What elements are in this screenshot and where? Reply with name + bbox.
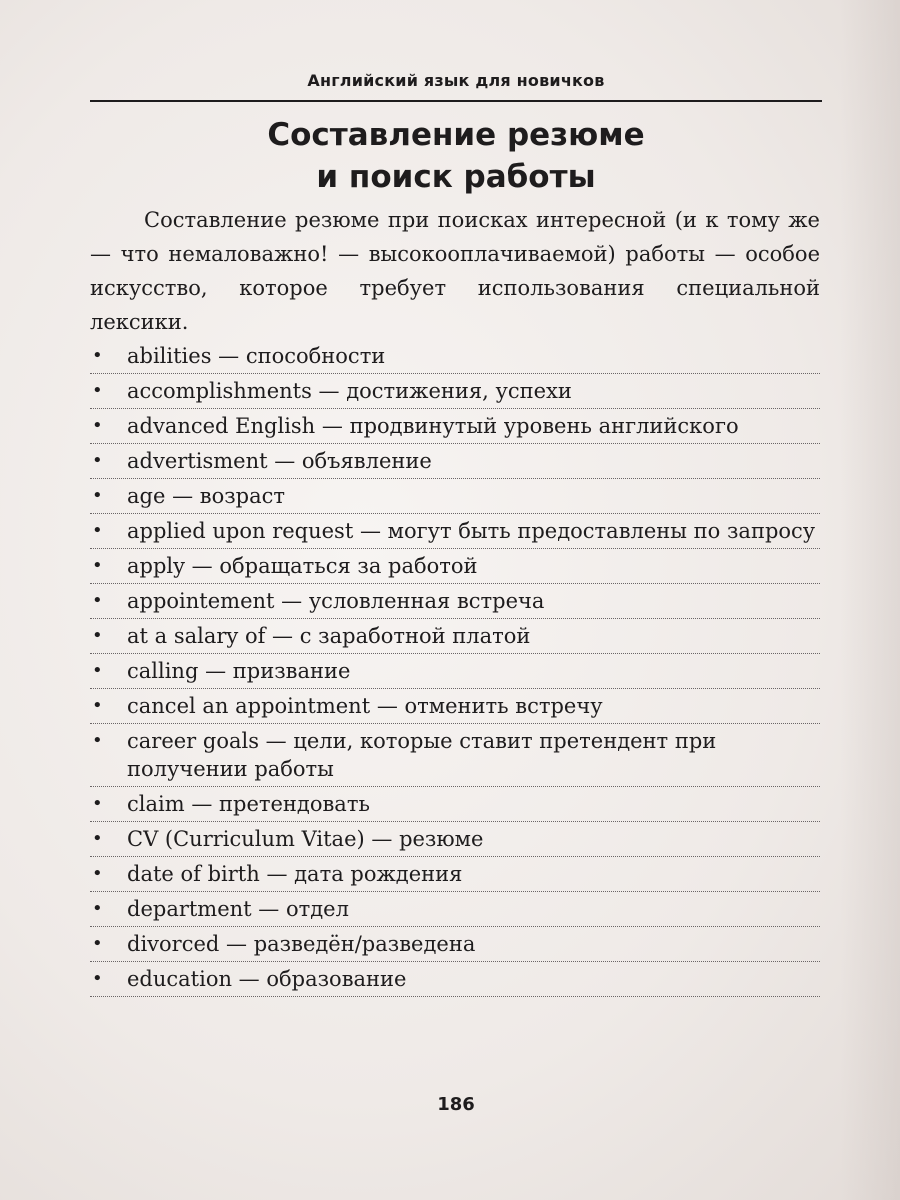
term-separator: — (259, 729, 294, 753)
russian-translation: отменить встречу (404, 694, 603, 718)
bullet-icon: • (92, 345, 103, 366)
term-separator: — (185, 554, 220, 578)
bullet-icon: • (92, 695, 103, 716)
vocabulary-item (90, 479, 820, 514)
term-separator: — (370, 694, 405, 718)
bullet-icon: • (92, 968, 103, 989)
vocabulary-list (90, 339, 820, 997)
page-number: 186 (437, 1094, 475, 1115)
bullet-icon: • (92, 590, 103, 611)
bullet-icon: • (92, 730, 103, 751)
english-term: department (127, 897, 252, 921)
vocabulary-item (90, 724, 820, 787)
vocabulary-item (90, 619, 820, 654)
english-term: divorced (127, 932, 220, 956)
vocabulary-item (90, 689, 820, 724)
russian-translation: способности (245, 344, 386, 368)
russian-translation: возраст (199, 484, 286, 508)
english-term: career goals (127, 729, 259, 753)
english-term: apply (127, 554, 185, 578)
english-term: advanced English (127, 414, 316, 438)
term-separator: — (184, 792, 219, 816)
bullet-icon: • (92, 415, 103, 436)
bullet-icon: • (92, 793, 103, 814)
term-separator: — (353, 519, 388, 543)
vocabulary-item (90, 822, 820, 857)
russian-translation: могут быть предоставлены по запросу (387, 519, 816, 543)
term-separator: — (211, 344, 246, 368)
term-separator: — (198, 659, 233, 683)
english-term: CV (Curriculum Vitae) (127, 827, 365, 851)
bullet-icon: • (92, 933, 103, 954)
bullet-icon: • (92, 485, 103, 506)
vocabulary-item (90, 892, 820, 927)
vocabulary-item (90, 857, 820, 892)
english-term: cancel an appointment (127, 694, 371, 718)
term-separator: — (311, 379, 347, 403)
russian-translation: дата рождения (294, 862, 463, 886)
vocabulary-item (90, 409, 820, 444)
vocabulary-item (90, 549, 820, 584)
russian-translation: цели, которые ставит претендент при получении работы (127, 729, 717, 781)
english-term: education (127, 967, 232, 991)
russian-translation: призвание (232, 659, 351, 683)
english-term: advertisment (127, 449, 268, 473)
english-term: date of birth (127, 862, 260, 886)
english-term: accomplishments (127, 379, 312, 403)
term-separator: — (232, 967, 267, 991)
bullet-icon: • (92, 625, 103, 646)
vocabulary-item (90, 584, 820, 619)
english-term: applied upon request (127, 519, 354, 543)
term-separator: — (259, 862, 295, 886)
bullet-icon: • (92, 863, 103, 884)
bullet-icon: • (92, 520, 103, 541)
vocabulary-item (90, 787, 820, 822)
english-term: calling (127, 659, 199, 683)
english-term: at a salary of (127, 624, 266, 648)
russian-translation: резюме (399, 827, 484, 851)
russian-translation: образование (266, 967, 407, 991)
vocabulary-item (90, 962, 820, 997)
russian-translation: продвинутый уровень английского (349, 414, 739, 438)
russian-translation: обращаться за работой (219, 554, 478, 578)
term-separator: — (219, 932, 254, 956)
page-title (90, 114, 822, 198)
vocabulary-item (90, 927, 820, 962)
vocabulary-item (90, 444, 820, 479)
bullet-icon: • (92, 828, 103, 849)
russian-translation: условленная встреча (308, 589, 545, 613)
term-separator: — (315, 414, 350, 438)
english-term: age (127, 484, 166, 508)
russian-translation: с заработной платой (299, 624, 531, 648)
page-edge-shadow (840, 0, 900, 1200)
bullet-icon: • (92, 898, 103, 919)
running-header: Английский язык для новичков (307, 71, 605, 90)
russian-translation: достижения, успехи (346, 379, 572, 403)
header-rule (90, 100, 822, 102)
intro-paragraph: Составление резюме при поисках интересной (и к тому же — что немаловажно! — высокооплачиваемой) работы — особое искусство, которое требует использования специальной лексики. (90, 208, 820, 334)
vocabulary-item (90, 374, 820, 409)
bullet-icon: • (92, 380, 103, 401)
bullet-icon: • (92, 450, 103, 471)
english-term: abilities (127, 344, 212, 368)
russian-translation: отдел (285, 897, 349, 921)
page-title-line-1: Составление резюме (267, 117, 645, 153)
russian-translation: претендовать (219, 792, 370, 816)
russian-translation: объявление (301, 449, 432, 473)
vocabulary-item (90, 654, 820, 689)
term-separator: — (267, 449, 302, 473)
term-separator: — (274, 589, 309, 613)
vocabulary-item (90, 339, 820, 374)
english-term: appointement (127, 589, 275, 613)
term-separator: — (251, 897, 286, 921)
russian-translation: разведён/разведена (253, 932, 476, 956)
page-title-line-2: и поиск работы (316, 159, 596, 195)
english-term: claim (127, 792, 185, 816)
bullet-icon: • (92, 660, 103, 681)
term-separator: — (165, 484, 200, 508)
vocabulary-item (90, 514, 820, 549)
term-separator: — (265, 624, 300, 648)
bullet-icon: • (92, 555, 103, 576)
term-separator: — (364, 827, 400, 851)
